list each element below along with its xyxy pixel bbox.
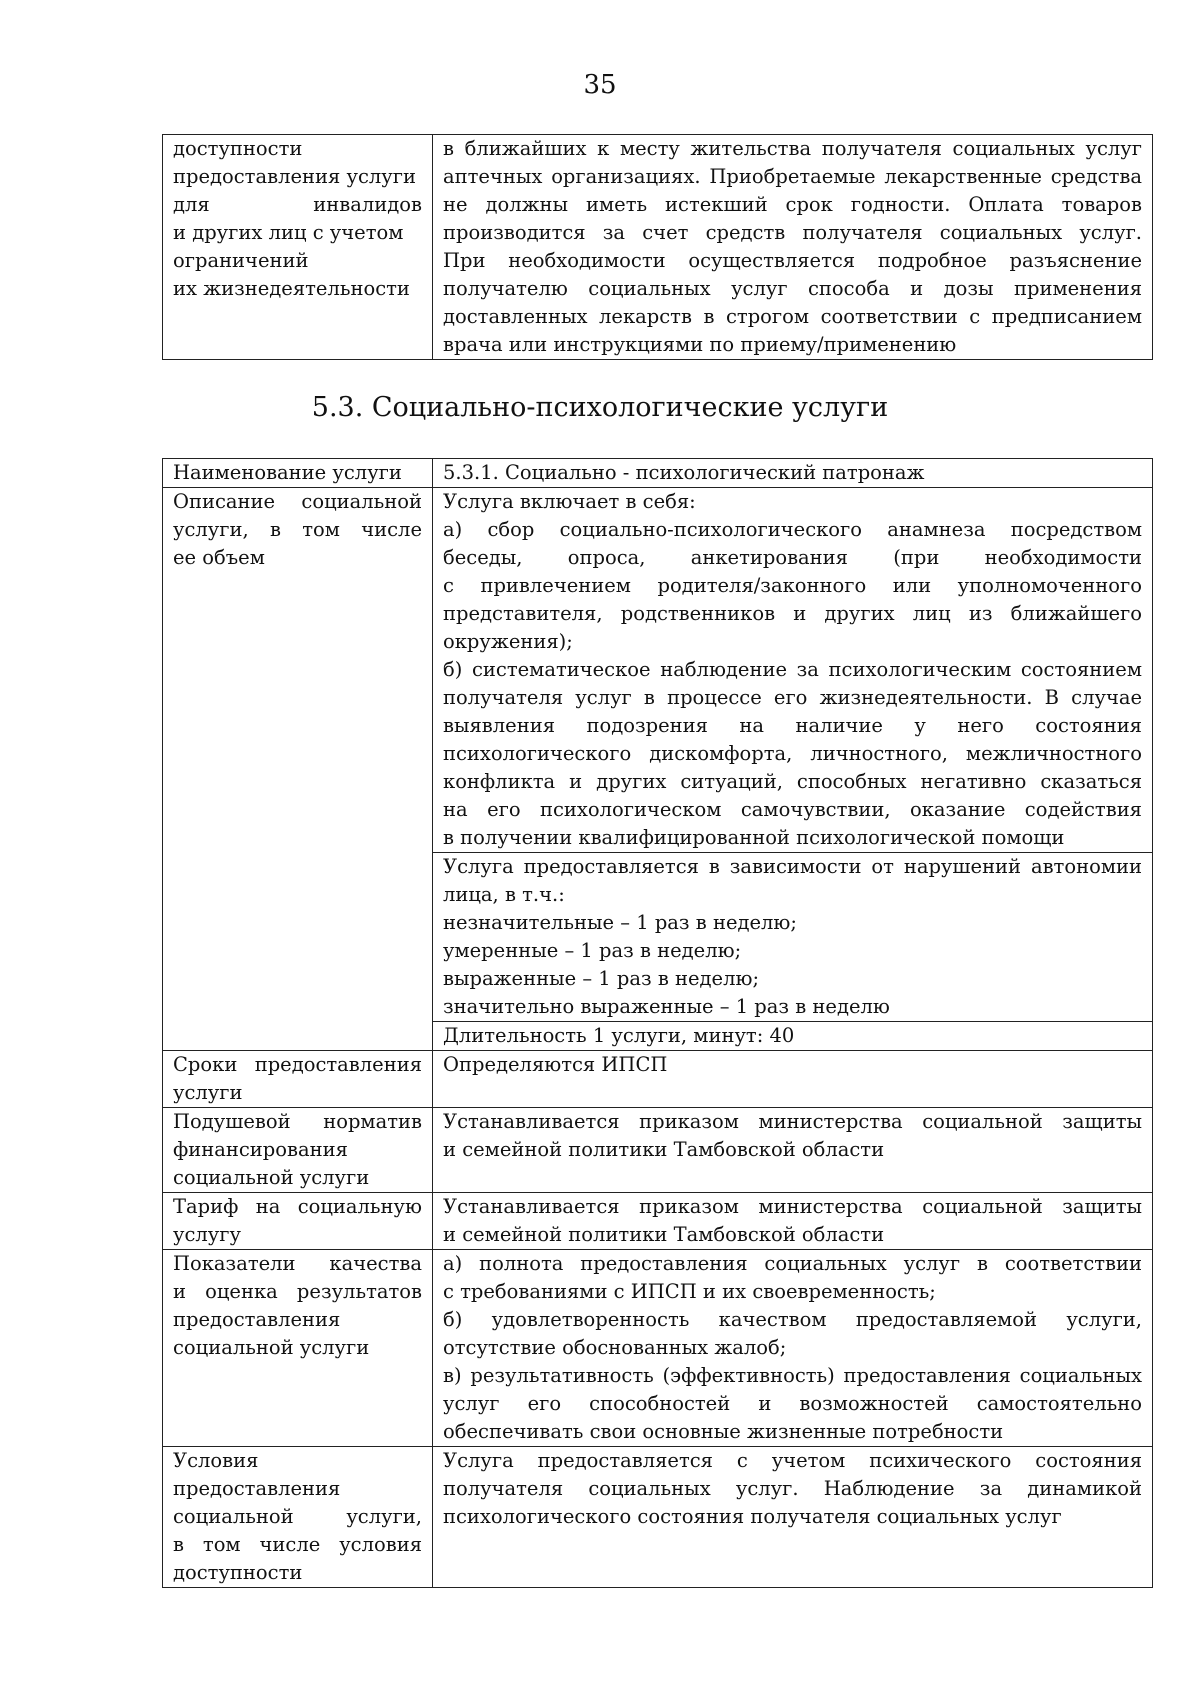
text-line: окружения); (443, 630, 573, 653)
label-line: социальной услуги (173, 1336, 370, 1359)
label-line: в том числе условия (173, 1533, 422, 1556)
norm-label-cell (163, 1108, 433, 1193)
label-line: и оценка результатов (173, 1280, 422, 1303)
label-line: услуги (173, 1081, 243, 1104)
text-line: и семейной политики Тамбовской области (443, 1223, 885, 1246)
description-label-cell (163, 488, 433, 1051)
terms-label-cell (163, 1051, 433, 1108)
text-line: и семейной политики Тамбовской области (443, 1138, 885, 1161)
text-line: конфликта и других ситуаций, способных негативно сказаться (443, 770, 1142, 793)
text-line: получателя социальных услуг. Наблюдение за динамикой (443, 1477, 1142, 1500)
label-line: социальной услуги (173, 1166, 370, 1189)
text-line: обеспечивать свои основные жизненные потребности (443, 1420, 1004, 1443)
label-line: предоставления (173, 1477, 341, 1500)
text-line: производится за счет средств получателя социальных услуг. (443, 221, 1142, 244)
text-line: а) полнота предоставления социальных услуг в соответствии (443, 1252, 1142, 1275)
text-line: а) сбор социально-психологического анамнеза посредством (443, 518, 1142, 541)
label-line: Сроки предоставления (173, 1053, 422, 1076)
text-line: выявления подозрения на наличие у него состояния (443, 714, 1142, 737)
text-line: представителя, родственников и других лиц из ближайшего (443, 602, 1142, 625)
text-line: с привлечением родителя/законного или уполномоченного (443, 574, 1142, 597)
conditions-label-cell (163, 1447, 433, 1588)
tariff-value-cell (433, 1193, 1153, 1250)
page-number: 35 (583, 70, 617, 100)
text-line: б) систематическое наблюдение за психологическим состоянием (443, 658, 1142, 681)
continuation-table (162, 134, 1153, 360)
accessibility-value-cell (433, 135, 1153, 360)
table-row (163, 459, 1153, 488)
text-line: б) удовлетворенность качеством предоставляемой услуги, (443, 1308, 1142, 1331)
text-line: получателю социальных услуг способа и дозы применения (443, 277, 1142, 300)
text-line: в ближайших к месту жительства получателя социальных услуг (443, 137, 1142, 160)
label-line: предоставления услуги (173, 165, 416, 188)
text-line: с требованиями с ИПСП и их своевременность; (443, 1280, 936, 1303)
text-line: Услуга предоставляется с учетом психического состояния (443, 1449, 1142, 1472)
label-line: доступности (173, 1561, 303, 1584)
text-line: на его психологическом самочувствии, оказание содействия (443, 798, 1142, 821)
label-line: для инвалидов (173, 193, 422, 216)
name-value-cell: 5.3.1. Социально - психологический патронаж (433, 459, 1153, 488)
text-line: При необходимости осуществляется подробное разъяснение (443, 249, 1142, 272)
norm-value-cell (433, 1108, 1153, 1193)
label-line: Условия (173, 1449, 259, 1472)
text-line: Услуга предоставляется в зависимости от нарушений автономии (443, 855, 1142, 878)
text-line: отсутствие обоснованных жалоб; (443, 1336, 787, 1359)
table-row (163, 1447, 1153, 1588)
table-row (163, 488, 1153, 853)
accessibility-label-cell (163, 135, 433, 360)
quality-value-cell (433, 1250, 1153, 1447)
text-line: получателя услуг в процессе его жизнедеятельности. В случае (443, 686, 1142, 709)
text-line: психологического дискомфорта, личностного, межличностного (443, 742, 1142, 765)
label-line: услугу (173, 1223, 241, 1246)
label-line: и других лиц с учетом (173, 221, 404, 244)
label-line: доступности (173, 137, 303, 160)
table-row (163, 135, 1153, 360)
text-line: врача или инструкциями по приему/применению (443, 333, 957, 356)
text-line: не должны иметь истекший срок годности. Оплата товаров (443, 193, 1142, 216)
duration-value-cell: Длительность 1 услуги, минут: 40 (433, 1022, 1153, 1051)
table-row (163, 1051, 1153, 1108)
text-line: лица, в т.ч.: (443, 883, 565, 906)
section-title: 5.3. Социально-психологические услуги (311, 392, 889, 423)
terms-value-cell: Определяются ИПСП (433, 1051, 1153, 1108)
conditions-value-cell (433, 1447, 1153, 1588)
label-line: их жизнедеятельности (173, 277, 410, 300)
text-line: Услуга включает в себя: (443, 490, 696, 513)
service-table (162, 458, 1153, 1588)
frequency-value-cell (433, 853, 1153, 1022)
table-row (163, 1108, 1153, 1193)
label-line: предоставления (173, 1308, 341, 1331)
text-line: доставленных лекарств в строгом соответствии с предписанием (443, 305, 1142, 328)
text-line: Устанавливается приказом министерства социальной защиты (443, 1195, 1142, 1218)
text-line: услуг его способностей и возможностей самостоятельно (443, 1392, 1142, 1415)
table-row (163, 1250, 1153, 1447)
name-label-cell: Наименование услуги (163, 459, 433, 488)
label-line: социальной услуги, (173, 1505, 422, 1528)
text-line: значительно выраженные – 1 раз в неделю (443, 995, 890, 1018)
text-line: Устанавливается приказом министерства социальной защиты (443, 1110, 1142, 1133)
text-line: в) результативность (эффективность) предоставления социальных (443, 1364, 1142, 1387)
text-line: незначительные – 1 раз в неделю; (443, 911, 797, 934)
text-line: в получении квалифицированной психологической помощи (443, 826, 1065, 849)
label-line: Тариф на социальную (173, 1195, 422, 1218)
text-line: выраженные – 1 раз в неделю; (443, 967, 760, 990)
text-line: умеренные – 1 раз в неделю; (443, 939, 742, 962)
label-line: Описание социальной (173, 490, 422, 513)
label-line: Подушевой норматив (173, 1110, 422, 1133)
description-value-cell (433, 488, 1153, 853)
tariff-label-cell (163, 1193, 433, 1250)
text-line: психологического состояния получателя социальных услуг (443, 1505, 1062, 1528)
text-line: беседы, опроса, анкетирования (при необходимости (443, 546, 1142, 569)
label-line: ее объем (173, 546, 265, 569)
text-line: аптечных организациях. Приобретаемые лекарственные средства (443, 165, 1142, 188)
label-line: услуги, в том числе (173, 518, 422, 541)
table-row (163, 1193, 1153, 1250)
label-line: Показатели качества (173, 1252, 422, 1275)
label-line: ограничений (173, 249, 309, 272)
label-line: финансирования (173, 1138, 348, 1161)
quality-label-cell (163, 1250, 433, 1447)
